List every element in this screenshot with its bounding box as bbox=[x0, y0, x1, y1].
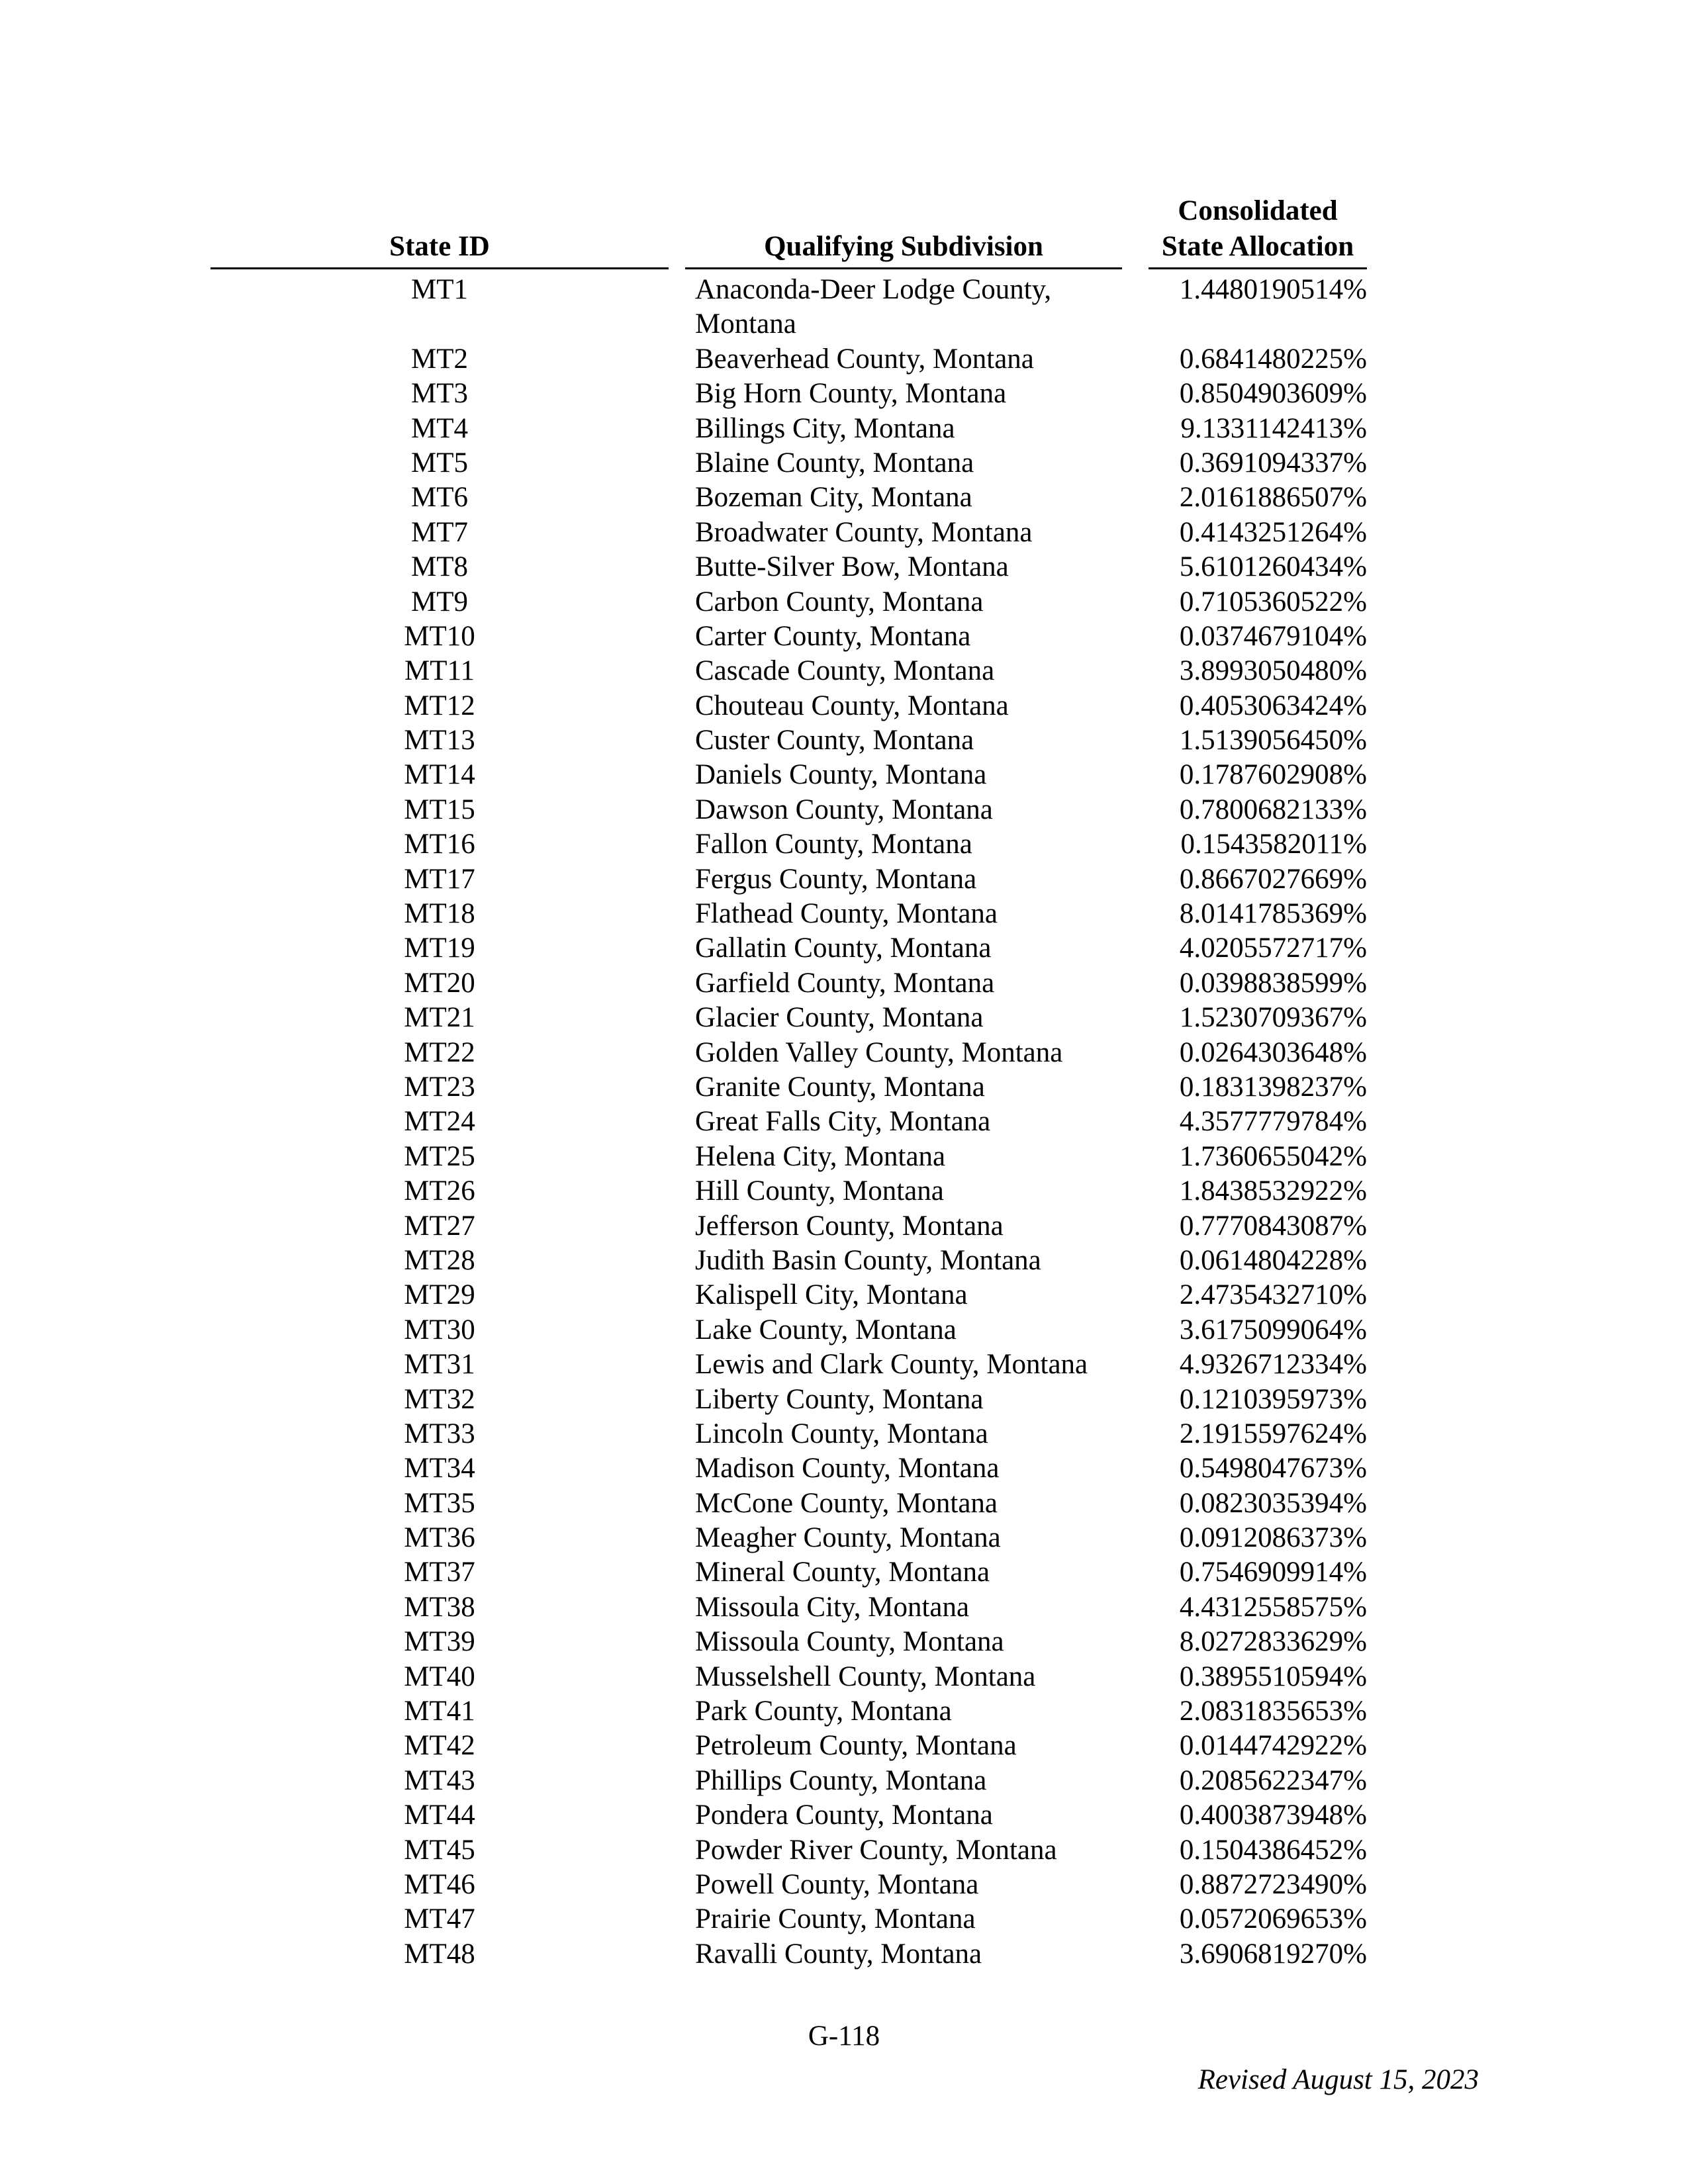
table-row bbox=[0, 1660, 1688, 1694]
subdivision-cell: Fallon County, Montana bbox=[695, 829, 972, 860]
table-row bbox=[0, 1937, 1688, 1972]
state-id-cell: MT8 bbox=[411, 551, 468, 583]
state-id-cell: MT48 bbox=[404, 1938, 475, 1970]
subdivision-cell: Petroleum County, Montana bbox=[695, 1730, 1017, 1762]
allocation-cell: 0.4003873948% bbox=[1179, 1799, 1367, 1831]
subdivision-cell: Big Horn County, Montana bbox=[695, 378, 1007, 410]
table-row bbox=[0, 585, 1688, 619]
subdivision-cell: Garfield County, Montana bbox=[695, 967, 995, 999]
subdivision-cell: Anaconda-Deer Lodge County, Montana bbox=[695, 274, 1052, 340]
table-row bbox=[0, 1383, 1688, 1417]
table-row bbox=[0, 550, 1688, 584]
table-row bbox=[0, 1902, 1688, 1936]
allocation-cell: 0.0912086373% bbox=[1179, 1522, 1367, 1554]
allocation-cell: 0.7800682133% bbox=[1179, 794, 1367, 825]
allocation-cell: 0.8872723490% bbox=[1179, 1868, 1367, 1900]
header-allocation-line1: Consolidated bbox=[1178, 195, 1338, 226]
subdivision-cell: Pondera County, Montana bbox=[695, 1799, 993, 1831]
state-id-cell: MT47 bbox=[404, 1903, 475, 1935]
subdivision-cell: Fergus County, Montana bbox=[695, 863, 977, 895]
allocation-cell: 4.0205572717% bbox=[1179, 933, 1367, 964]
state-id-cell: MT31 bbox=[404, 1349, 475, 1381]
table-row bbox=[0, 1833, 1688, 1868]
subdivision-cell: Great Falls City, Montana bbox=[695, 1106, 991, 1138]
table-row bbox=[0, 1347, 1688, 1382]
table-row bbox=[0, 1313, 1688, 1347]
allocation-cell: 8.0141785369% bbox=[1179, 898, 1367, 930]
subdivision-cell: Lewis and Clark County, Montana bbox=[695, 1349, 1088, 1381]
table-row bbox=[0, 1209, 1688, 1244]
table-row bbox=[0, 619, 1688, 654]
subdivision-cell: Dawson County, Montana bbox=[695, 794, 993, 825]
subdivision-cell: Madison County, Montana bbox=[695, 1453, 1000, 1484]
subdivision-cell: McCone County, Montana bbox=[695, 1487, 998, 1519]
header-rule-subdivision bbox=[685, 267, 1122, 269]
allocation-cell: 1.4480190514% bbox=[1179, 274, 1367, 305]
subdivision-cell: Helena City, Montana bbox=[695, 1140, 946, 1172]
subdivision-cell: Beaverhead County, Montana bbox=[695, 343, 1034, 375]
state-id-cell: MT19 bbox=[404, 933, 475, 964]
table-row bbox=[0, 1694, 1688, 1729]
allocation-cell: 4.9326712334% bbox=[1179, 1349, 1367, 1381]
table-row bbox=[0, 1001, 1688, 1035]
allocation-cell: 9.1331142413% bbox=[1180, 412, 1367, 444]
allocation-cell: 0.0264303648% bbox=[1179, 1036, 1367, 1068]
table-row bbox=[0, 273, 1688, 342]
table-row bbox=[0, 342, 1688, 377]
subdivision-cell: Judith Basin County, Montana bbox=[695, 1244, 1041, 1276]
table-row bbox=[0, 689, 1688, 723]
subdivision-cell: Musselshell County, Montana bbox=[695, 1661, 1036, 1692]
allocation-cell: 1.5230709367% bbox=[1179, 1002, 1367, 1034]
table-row bbox=[0, 1521, 1688, 1555]
state-id-cell: MT16 bbox=[404, 829, 475, 860]
table-row bbox=[0, 931, 1688, 966]
allocation-cell: 0.0823035394% bbox=[1179, 1487, 1367, 1519]
state-id-cell: MT4 bbox=[411, 412, 468, 444]
subdivision-cell: Daniels County, Montana bbox=[695, 759, 987, 791]
state-id-cell: MT43 bbox=[404, 1764, 475, 1796]
allocation-cell: 2.1915597624% bbox=[1179, 1418, 1367, 1449]
table-row bbox=[0, 1729, 1688, 1763]
table-row bbox=[0, 1174, 1688, 1208]
table-row bbox=[0, 1868, 1688, 1902]
state-id-cell: MT17 bbox=[404, 863, 475, 895]
table-row bbox=[0, 1417, 1688, 1451]
allocation-cell: 2.0831835653% bbox=[1179, 1696, 1367, 1727]
state-id-cell: MT12 bbox=[404, 690, 475, 721]
table-row bbox=[0, 1798, 1688, 1833]
allocation-cell: 0.3691094337% bbox=[1179, 447, 1367, 478]
allocation-cell: 0.8667027669% bbox=[1179, 863, 1367, 895]
subdivision-cell: Hill County, Montana bbox=[695, 1175, 944, 1207]
state-id-cell: MT25 bbox=[404, 1140, 475, 1172]
header-state-id: State ID bbox=[389, 231, 490, 262]
allocation-cell: 0.4053063424% bbox=[1179, 690, 1367, 721]
state-id-cell: MT26 bbox=[404, 1175, 475, 1207]
allocation-cell: 0.0398838599% bbox=[1179, 967, 1367, 999]
page-number: G-118 bbox=[808, 2021, 880, 2052]
subdivision-cell: Custer County, Montana bbox=[695, 725, 974, 756]
subdivision-cell: Park County, Montana bbox=[695, 1696, 952, 1727]
allocation-cell: 1.8438532922% bbox=[1179, 1175, 1367, 1207]
state-id-cell: MT6 bbox=[411, 482, 468, 514]
subdivision-cell: Butte-Silver Bow, Montana bbox=[695, 551, 1009, 583]
allocation-cell: 0.5498047673% bbox=[1179, 1453, 1367, 1484]
subdivision-cell: Liberty County, Montana bbox=[695, 1383, 984, 1415]
table-row bbox=[0, 1590, 1688, 1625]
state-id-cell: MT38 bbox=[404, 1591, 475, 1623]
table-row bbox=[0, 897, 1688, 931]
state-id-cell: MT23 bbox=[404, 1071, 475, 1103]
table-row bbox=[0, 723, 1688, 758]
state-id-cell: MT20 bbox=[404, 967, 475, 999]
state-id-cell: MT10 bbox=[404, 620, 475, 652]
allocation-cell: 0.6841480225% bbox=[1179, 343, 1367, 375]
allocation-cell: 0.0144742922% bbox=[1179, 1730, 1367, 1762]
state-id-cell: MT9 bbox=[411, 586, 468, 617]
allocation-cell: 0.7770843087% bbox=[1179, 1210, 1367, 1242]
table-row bbox=[0, 1105, 1688, 1139]
subdivision-cell: Phillips County, Montana bbox=[695, 1764, 987, 1796]
state-id-cell: MT21 bbox=[404, 1002, 475, 1034]
state-id-cell: MT15 bbox=[404, 794, 475, 825]
table-row bbox=[0, 654, 1688, 688]
allocation-cell: 1.7360655042% bbox=[1179, 1140, 1367, 1172]
allocation-cell: 0.1831398237% bbox=[1179, 1071, 1367, 1103]
allocation-cell: 0.3895510594% bbox=[1179, 1661, 1367, 1692]
state-id-cell: MT24 bbox=[404, 1106, 475, 1138]
subdivision-cell: Bozeman City, Montana bbox=[695, 482, 972, 514]
table-row bbox=[0, 1764, 1688, 1798]
table-row bbox=[0, 1625, 1688, 1659]
allocation-cell: 5.6101260434% bbox=[1179, 551, 1367, 583]
state-id-cell: MT18 bbox=[404, 898, 475, 930]
table-row bbox=[0, 377, 1688, 411]
subdivision-cell: Blaine County, Montana bbox=[695, 447, 974, 478]
allocation-cell: 0.2085622347% bbox=[1179, 1764, 1367, 1796]
table-row bbox=[0, 1244, 1688, 1278]
state-id-cell: MT7 bbox=[411, 516, 468, 548]
state-id-cell: MT3 bbox=[411, 378, 468, 410]
header-rule-state-id bbox=[211, 267, 669, 269]
table-row bbox=[0, 1036, 1688, 1070]
allocation-cell: 2.0161886507% bbox=[1179, 482, 1367, 514]
table-row bbox=[0, 1451, 1688, 1486]
subdivision-cell: Chouteau County, Montana bbox=[695, 690, 1009, 721]
subdivision-cell: Missoula City, Montana bbox=[695, 1591, 970, 1623]
subdivision-cell: Lincoln County, Montana bbox=[695, 1418, 988, 1449]
state-id-cell: MT34 bbox=[404, 1453, 475, 1484]
state-id-cell: MT44 bbox=[404, 1799, 475, 1831]
state-id-cell: MT35 bbox=[404, 1487, 475, 1519]
table-row bbox=[0, 446, 1688, 480]
subdivision-cell: Kalispell City, Montana bbox=[695, 1279, 968, 1311]
allocation-cell: 0.8504903609% bbox=[1179, 378, 1367, 410]
allocation-cell: 0.1543582011% bbox=[1180, 829, 1367, 860]
subdivision-cell: Mineral County, Montana bbox=[695, 1557, 990, 1588]
header-rule-allocation bbox=[1149, 267, 1367, 269]
subdivision-cell: Prairie County, Montana bbox=[695, 1903, 976, 1935]
subdivision-cell: Missoula County, Montana bbox=[695, 1626, 1004, 1658]
table-row bbox=[0, 516, 1688, 550]
subdivision-cell: Broadwater County, Montana bbox=[695, 516, 1033, 548]
state-id-cell: MT28 bbox=[404, 1244, 475, 1276]
allocation-cell: 0.4143251264% bbox=[1179, 516, 1367, 548]
subdivision-cell: Flathead County, Montana bbox=[695, 898, 998, 930]
state-id-cell: MT46 bbox=[404, 1868, 475, 1900]
subdivision-cell: Ravalli County, Montana bbox=[695, 1938, 982, 1970]
subdivision-cell: Golden Valley County, Montana bbox=[695, 1036, 1063, 1068]
subdivision-cell: Carter County, Montana bbox=[695, 620, 971, 652]
state-id-cell: MT41 bbox=[404, 1696, 475, 1727]
subdivision-cell: Meagher County, Montana bbox=[695, 1522, 1001, 1554]
state-id-cell: MT33 bbox=[404, 1418, 475, 1449]
subdivision-cell: Jefferson County, Montana bbox=[695, 1210, 1004, 1242]
allocation-cell: 0.1787602908% bbox=[1179, 759, 1367, 791]
allocation-cell: 0.7546909914% bbox=[1179, 1557, 1367, 1588]
allocation-cell: 0.1210395973% bbox=[1179, 1383, 1367, 1415]
state-id-cell: MT13 bbox=[404, 725, 475, 756]
subdivision-cell: Powell County, Montana bbox=[695, 1868, 979, 1900]
subdivision-cell: Lake County, Montana bbox=[695, 1314, 957, 1345]
state-id-cell: MT45 bbox=[404, 1834, 475, 1866]
table-row bbox=[0, 793, 1688, 827]
state-id-cell: MT22 bbox=[404, 1036, 475, 1068]
state-id-cell: MT37 bbox=[404, 1557, 475, 1588]
allocation-cell: 0.0614804228% bbox=[1179, 1244, 1367, 1276]
table-row bbox=[0, 827, 1688, 862]
allocation-cell: 1.5139056450% bbox=[1179, 725, 1367, 756]
revised-date: Revised August 15, 2023 bbox=[1197, 2064, 1479, 2095]
allocation-cell: 3.8993050480% bbox=[1179, 655, 1367, 687]
allocation-cell: 3.6906819270% bbox=[1179, 1938, 1367, 1970]
table-row bbox=[0, 1486, 1688, 1521]
subdivision-cell: Carbon County, Montana bbox=[695, 586, 984, 617]
state-id-cell: MT1 bbox=[411, 274, 468, 305]
subdivision-cell: Powder River County, Montana bbox=[695, 1834, 1057, 1866]
allocation-cell: 8.0272833629% bbox=[1179, 1626, 1367, 1658]
allocation-cell: 2.4735432710% bbox=[1179, 1279, 1367, 1311]
table-row bbox=[0, 1140, 1688, 1174]
subdivision-cell: Billings City, Montana bbox=[695, 412, 955, 444]
table-row bbox=[0, 966, 1688, 1001]
table-row bbox=[0, 480, 1688, 515]
allocation-cell: 0.1504386452% bbox=[1179, 1834, 1367, 1866]
state-id-cell: MT42 bbox=[404, 1730, 475, 1762]
state-id-cell: MT27 bbox=[404, 1210, 475, 1242]
subdivision-cell: Gallatin County, Montana bbox=[695, 933, 992, 964]
state-id-cell: MT30 bbox=[404, 1314, 475, 1345]
state-id-cell: MT32 bbox=[404, 1383, 475, 1415]
state-id-cell: MT36 bbox=[404, 1522, 475, 1554]
allocation-cell: 0.7105360522% bbox=[1179, 586, 1367, 617]
table-row bbox=[0, 862, 1688, 897]
allocation-cell: 0.0374679104% bbox=[1179, 620, 1367, 652]
table-row bbox=[0, 758, 1688, 792]
header-qualifying-subdivision: Qualifying Subdivision bbox=[764, 231, 1043, 262]
allocation-cell: 3.6175099064% bbox=[1179, 1314, 1367, 1345]
allocation-cell: 4.3577779784% bbox=[1179, 1106, 1367, 1138]
state-id-cell: MT14 bbox=[404, 759, 475, 791]
header-consolidated-state-allocation bbox=[1149, 193, 1367, 265]
state-id-cell: MT11 bbox=[404, 655, 475, 687]
header-allocation-line2: State Allocation bbox=[1161, 231, 1354, 262]
allocation-table bbox=[0, 273, 1688, 1972]
subdivision-cell: Granite County, Montana bbox=[695, 1071, 985, 1103]
table-row bbox=[0, 412, 1688, 446]
table-row bbox=[0, 1070, 1688, 1105]
subdivision-cell: Cascade County, Montana bbox=[695, 655, 995, 687]
state-id-cell: MT40 bbox=[404, 1661, 475, 1692]
subdivision-cell: Glacier County, Montana bbox=[695, 1002, 984, 1034]
state-id-cell: MT39 bbox=[404, 1626, 475, 1658]
state-id-cell: MT5 bbox=[411, 447, 468, 478]
allocation-cell: 0.0572069653% bbox=[1179, 1903, 1367, 1935]
table-row bbox=[0, 1555, 1688, 1590]
allocation-cell: 4.4312558575% bbox=[1179, 1591, 1367, 1623]
state-id-cell: MT29 bbox=[404, 1279, 475, 1311]
table-row bbox=[0, 1278, 1688, 1312]
state-id-cell: MT2 bbox=[411, 343, 468, 375]
